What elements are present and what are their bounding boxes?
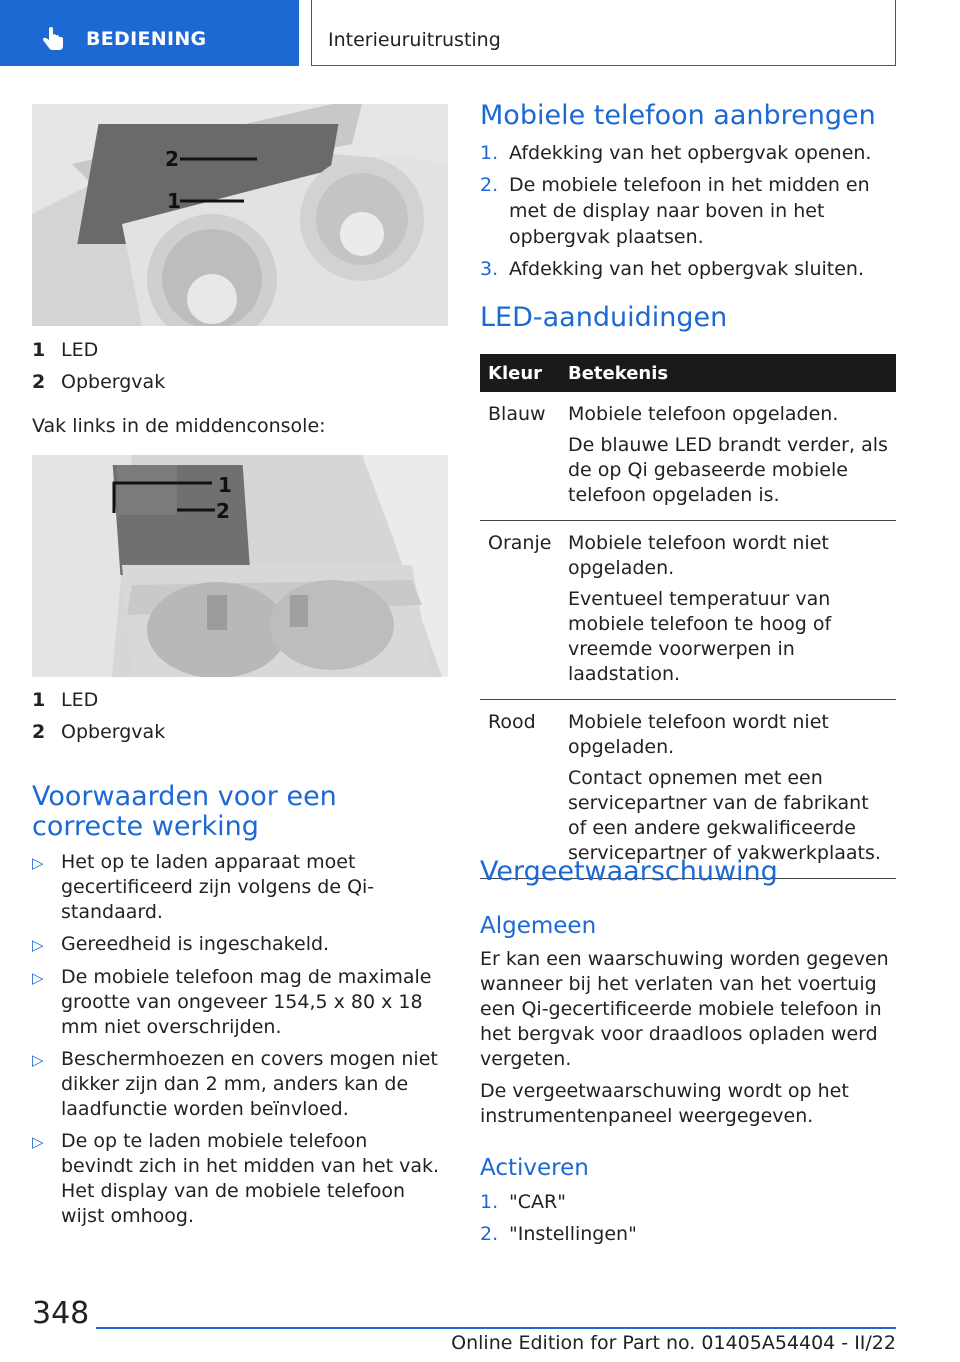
triangle-bullet-icon: ▷ <box>32 969 44 987</box>
legend-item <box>32 366 165 398</box>
led-detail: Eventueel temperatuur van mobiele telefoon te hoog of vreemde voorwerpen in laadstation. <box>568 588 832 685</box>
photo2-legend <box>32 684 165 748</box>
legend-num: 1 <box>32 689 46 711</box>
list-item-text: Gereedheid is ingeschakeld. <box>61 933 330 955</box>
legend-label: LED <box>61 689 99 711</box>
led-meaning-cell <box>560 700 896 879</box>
general-heading: Algemeen <box>480 913 597 939</box>
legend-num: 2 <box>32 721 46 743</box>
chapter-box <box>311 0 896 66</box>
legend-num: 1 <box>32 339 46 361</box>
activate-heading: Activeren <box>480 1155 589 1181</box>
col-meaning-header: Betekenis <box>560 354 896 392</box>
reminder-heading: Vergeetwaarschuwing <box>480 856 778 887</box>
step-text: "Instellingen" <box>509 1223 637 1245</box>
table-header-row <box>480 354 896 392</box>
table-row <box>480 392 896 521</box>
console-photo-right <box>32 104 448 326</box>
led-color: Oranje <box>480 521 560 700</box>
step-number: 3. <box>480 258 499 280</box>
list-item <box>32 1129 444 1229</box>
step-item <box>480 172 896 250</box>
footer-divider <box>96 1327 896 1329</box>
console-photo-left <box>32 455 448 677</box>
step-text: "CAR" <box>509 1191 566 1213</box>
callout-2: 2 <box>165 147 179 171</box>
step-item <box>480 1189 896 1215</box>
triangle-bullet-icon: ▷ <box>32 1051 44 1069</box>
list-item-text: De op te laden mobiele telefoon bevindt zich in het midden van het vak. Het display van de mobiele telefoon wijst omhoog. <box>61 1130 440 1227</box>
list-item <box>32 965 444 1040</box>
list-item <box>32 932 444 958</box>
mount-steps <box>480 140 896 288</box>
led-meaning-cell <box>560 521 896 700</box>
page-number: 348 <box>32 1296 90 1331</box>
section-title: BEDIENING <box>86 28 207 50</box>
requirements-list <box>32 850 444 1236</box>
intro-text: Vak links in de middenconsole: <box>32 415 326 437</box>
legend-label: Opbergvak <box>61 721 166 743</box>
triangle-bullet-icon: ▷ <box>32 936 44 954</box>
led-table <box>480 354 896 879</box>
step-item <box>480 1221 896 1247</box>
list-item <box>32 1047 444 1122</box>
list-item-text: De mobiele telefoon mag de maximale grootte van ongeveer 154,5 x 80 x 18 mm niet overschrijden. <box>61 966 432 1038</box>
hand-pointer-icon <box>40 26 66 52</box>
section-tab <box>0 0 299 66</box>
step-number: 2. <box>480 174 499 196</box>
led-meaning: Mobiele telefoon opgeladen. <box>568 403 839 425</box>
legend-num: 2 <box>32 371 46 393</box>
step-text: Afdekking van het opbergvak sluiten. <box>509 258 864 280</box>
legend-item <box>32 684 165 716</box>
step-number: 1. <box>480 1191 499 1213</box>
led-detail: De blauwe LED brandt verder, als de op Qi gebaseerde mobiele telefoon opgeladen is. <box>568 434 888 506</box>
legend-label: LED <box>61 339 99 361</box>
legend-item <box>32 334 165 366</box>
mount-heading: Mobiele telefoon aanbrengen <box>480 100 876 131</box>
step-number: 1. <box>480 142 499 164</box>
led-color: Blauw <box>480 392 560 521</box>
requirements-heading: Voorwaarden voor een correcte werking <box>32 781 337 842</box>
led-color: Rood <box>480 700 560 879</box>
step-text: Afdekking van het opbergvak openen. <box>509 142 872 164</box>
triangle-bullet-icon: ▷ <box>32 854 44 872</box>
led-meaning-cell <box>560 392 896 521</box>
list-item-text: Het op te laden apparaat moet gecertificeerd zijn volgens de Qi-standaard. <box>61 851 375 923</box>
activate-steps <box>480 1189 896 1253</box>
general-paragraph-1: Er kan een waarschuwing worden gegeven wanneer bij het verlaten van het voertuig een Qi-gecertificeerde mobiele telefoon in het bergvak voor draadloos opladen werd vergeten. <box>480 948 889 1070</box>
led-meaning: Mobiele telefoon wordt niet opgeladen. <box>568 711 829 758</box>
led-meaning: Mobiele telefoon wordt niet opgeladen. <box>568 532 829 579</box>
table-row <box>480 521 896 700</box>
led-detail: Contact opnemen met een servicepartner van de fabrikant of een andere gekwalificeerde servicepartner of vakwerkplaats. <box>568 767 881 864</box>
general-paragraph-2: De vergeetwaarschuwing wordt op het instrumentenpaneel weergegeven. <box>480 1080 849 1127</box>
callout-1: 1 <box>218 473 232 497</box>
legend-label: Opbergvak <box>61 371 166 393</box>
callout-1: 1 <box>167 189 181 213</box>
chapter-title: Interieuruitrusting <box>328 29 501 51</box>
step-number: 2. <box>480 1223 499 1245</box>
led-heading: LED-aanduidingen <box>480 302 728 333</box>
step-item <box>480 140 896 166</box>
edition-text: Online Edition for Part no. 01405A54404 - II/22 <box>451 1332 896 1354</box>
list-item <box>32 850 444 925</box>
triangle-bullet-icon: ▷ <box>32 1133 44 1151</box>
callout-2: 2 <box>216 499 230 523</box>
photo1-legend <box>32 334 165 398</box>
list-item-text: Beschermhoezen en covers mogen niet dikker zijn dan 2 mm, anders kan de laadfunctie worden beïnvloed. <box>61 1048 438 1120</box>
step-text: De mobiele telefoon in het midden en met de display naar boven in het opbergvak plaatsen. <box>509 174 870 248</box>
legend-item <box>32 716 165 748</box>
step-item <box>480 256 896 282</box>
col-color-header: Kleur <box>480 354 560 392</box>
table-row <box>480 700 896 879</box>
